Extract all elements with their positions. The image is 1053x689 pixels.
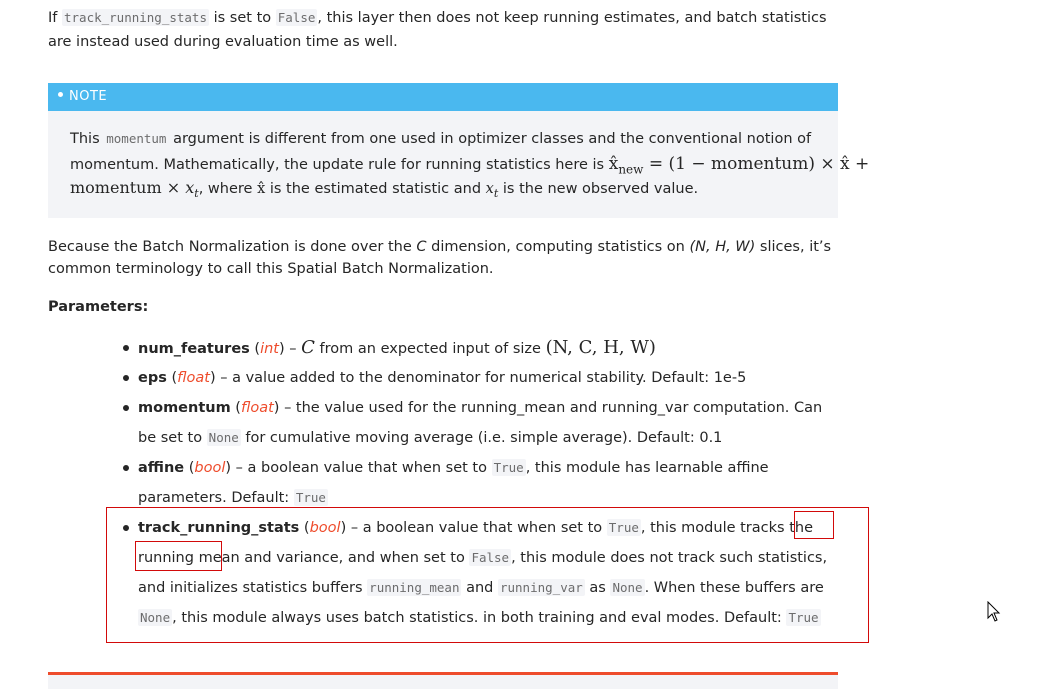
param-type[interactable]: float [240,400,274,416]
param-desc: , this module tracks the running [138,520,813,566]
param-desc: , this module does not track such statistics, and initializes statistics buffers [138,550,828,596]
intro-text: is set to [209,10,276,26]
code-running-var: running_var [499,580,583,595]
param-desc: – a value added to the denominator for numerical stability. Default: 1e-5 [215,370,747,386]
param-desc: – a boolean value that when set to [346,520,607,536]
note-text: This [70,131,105,147]
update-rule-formula: $x̂_{new} = (1$ − momentum) × x̂ + [608,154,870,177]
code-none: None [612,580,643,595]
bullet-icon [123,345,129,351]
param-track-running-stats: track_running_stats (bool) – a boolean value that when set to True , this module tracks the running mean and variance, and when set to False , this module does not track such statistics, and initializes statistics buffers running_mean and running_var as None . When these buffers are None , this module always uses batch statistics. in both training and eval modes. Default: True [138,513,838,633]
param-affine: affine (bool) – a boolean value that when set to True , this module has learnable affine parameters. Default: True [138,453,838,513]
bullet-icon [123,405,129,411]
param-num-features: num_features (int) – C from an expected input of size (N, C, H, W) [138,333,838,363]
code-running-mean: running_mean [369,580,460,595]
param-desc: , and when set to [338,550,470,566]
param-desc: – the value used for the running_mean and running_var computation. Can be set to [138,400,823,446]
next-section-box [48,675,838,689]
note-text: is the new observed value. [498,181,699,197]
code-true: True [295,490,326,505]
param-name: eps [138,370,167,386]
xhat-symbol: x̂ [257,181,266,197]
param-momentum: momentum (float) – the value used for the running_mean and running_var computation. Can be set to None for cumulative moving average (i.e. simple average). Default: 0.1 [138,393,838,453]
intro-text: , this layer then does not keep running estimates, and batch statistics are instead used during evaluation time as well. [48,10,827,50]
math-c: C [416,239,427,255]
note-text: , where [198,181,258,197]
param-type[interactable]: bool [194,460,226,476]
note-header [48,83,838,111]
code-false: False [277,10,316,25]
batchnorm-text: slices, it’s common terminology to call this Spatial Batch Normalization. [48,239,832,277]
param-name: momentum [138,400,231,416]
bullet-icon [58,92,63,97]
parameters-heading: Parameters: [48,299,149,315]
note-line-3 [70,176,698,206]
note-box [48,83,870,218]
param-name: affine [138,460,185,476]
selection-box-outer [106,507,869,643]
batchnorm-text: dimension, computing statistics on [426,239,690,255]
note-text: momentum. Mathematically, the update rule for running statistics here is [70,157,609,173]
bullet-icon [123,465,129,471]
selection-box-and-variance [135,541,222,571]
param-name: track_running_stats [138,520,300,536]
param-desc: , this module has learnable affine parameters. Default: [138,460,769,506]
param-desc: from an expected input of size [314,341,546,357]
code-momentum: momentum [106,131,167,146]
highlighted-text: mean and variance [198,550,339,566]
code-none: None [140,610,171,625]
param-desc: as [584,580,611,596]
mouse-cursor-icon [987,601,1001,623]
math-input-size: (N, C, H, W) [545,337,656,358]
param-desc: for cumulative moving average (i.e. simple average). Default: 0.1 [240,430,723,446]
intro-paragraph [48,6,838,54]
code-none: None [208,430,239,445]
code-true: True [608,520,639,535]
math-nhw: (N, H, W) [689,239,756,255]
param-name: num_features [138,341,250,357]
code-track-running-stats: track_running_stats [64,10,207,25]
selection-box-mean [794,511,834,539]
param-desc: and [461,580,498,596]
code-true: True [493,460,524,475]
note-text: is the estimated statistic and [265,181,486,197]
update-rule-formula-cont: momentum × $x_t$ [70,178,199,201]
batchnorm-text: Because the Batch Normalization is done over the [48,239,417,255]
batchnorm-paragraph [48,236,838,280]
xt-symbol: $x_t$ [485,181,499,200]
param-desc: , this module always uses batch statistics. in both training and eval modes. Default: [172,610,787,626]
bullet-icon [123,375,129,381]
math-c: C [301,337,315,358]
note-text: argument is different from one used in optimizer classes and the conventional notion of [168,131,812,147]
param-type[interactable]: bool [309,520,341,536]
param-desc: – a boolean value that when set to [231,460,492,476]
param-desc: – [284,341,302,357]
note-line-1 [70,127,811,151]
code-true: True [788,610,819,625]
param-eps: eps (float) – a value added to the denominator for numerical stability. Default: 1e-5 [138,363,838,393]
intro-text: If [48,10,62,26]
note-title: NOTE [69,89,108,104]
param-desc: . When these buffers are [644,580,824,596]
param-type[interactable]: int [260,341,279,357]
param-type[interactable]: float [177,370,210,386]
code-false: False [471,550,510,565]
